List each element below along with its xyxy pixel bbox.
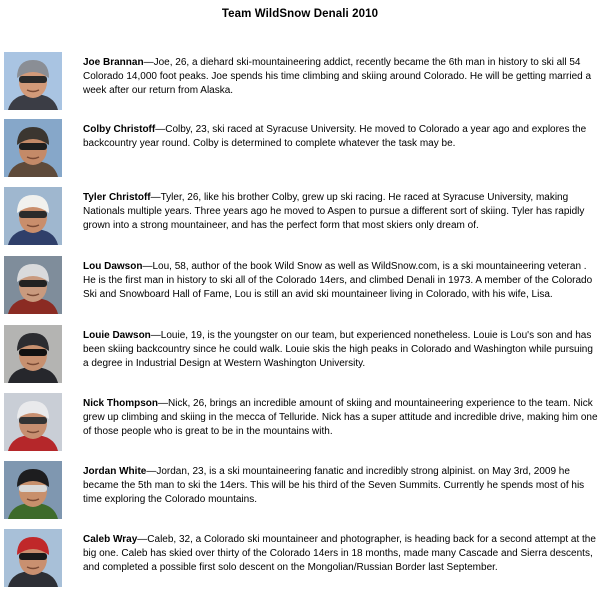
team-member (4, 529, 596, 589)
member-bio (83, 465, 598, 507)
goggles-icon (19, 349, 47, 356)
member-bio (83, 123, 598, 151)
member-bio (83, 56, 598, 98)
member-name: Colby Christoff (83, 124, 156, 135)
member-photo (4, 325, 62, 383)
member-photo (4, 52, 62, 110)
member-bio (83, 533, 598, 575)
member-bio-text: —Louie, 19, is the youngster on our team, but experienced nonetheless. Louie is Lou's son and has been skiing backcountry since he could walk. Louie skis the high peaks in Colorado and Washington while pursuing a degree in Industrial Design at Western Washington University. (83, 330, 593, 369)
team-member (4, 461, 596, 521)
member-name: Lou Dawson (83, 261, 143, 272)
goggles-icon (19, 553, 47, 560)
portrait-image (4, 119, 62, 177)
portrait-image (4, 461, 62, 519)
member-name: Nick Thompson (83, 398, 159, 409)
goggles-icon (19, 280, 47, 287)
member-photo (4, 119, 62, 177)
member-name: Jordan White (83, 466, 147, 477)
member-bio-text: —Jordan, 23, is a ski mountaineering fanatic and incredibly strong alpinist. on May 3rd, 2009 he became the 5th man to ski the 14ers. This will be his third of the Seven Summits. Currently he spends most of his time exploring the Colorado mountains. (83, 466, 585, 505)
team-member (4, 393, 596, 453)
member-name: Tyler Christoff (83, 192, 151, 203)
member-photo (4, 529, 62, 587)
member-photo (4, 461, 62, 519)
goggles-icon (19, 143, 47, 150)
member-name: Louie Dawson (83, 330, 151, 341)
team-member (4, 187, 596, 247)
member-bio (83, 191, 598, 233)
page-title: Team WildSnow Denali 2010 (221, 8, 379, 20)
member-name: Caleb Wray (83, 534, 138, 545)
member-name: Joe Brannan (83, 57, 144, 68)
member-photo (4, 187, 62, 245)
portrait-image (4, 187, 62, 245)
team-member (4, 52, 596, 112)
portrait-image (4, 393, 62, 451)
team-member (4, 325, 596, 385)
member-bio-text: —Joe, 26, a diehard ski-mountaineering addict, recently became the 6th man in history to ski all 54 Colorado 14,000 foot peaks. Joe spends his time climbing and skiing around Colorado. He will be getting married a week after our return from Alaska. (83, 57, 592, 96)
member-bio (83, 329, 598, 371)
member-bio-text: —Lou, 58, author of the book Wild Snow as well as WildSnow.com, is a ski mountaineering veteran . He is the first man in history to ski all of the Colorado 14ers, and climbed Denali in 1973. A member of the Colorado Ski and Snowboard Hall of Fame, Lou is still an avid ski mountaineer living in Colorado, with his wife, Lisa. (83, 261, 593, 300)
portrait-image (4, 325, 62, 383)
goggles-icon (19, 211, 47, 218)
goggles-icon (19, 76, 47, 83)
portrait-image (4, 52, 62, 110)
member-bio (83, 260, 598, 302)
member-bio-text: —Caleb, 32, a Colorado ski mountaineer and photographer, is heading back for a second attempt at the big one. Caleb has skied over thirty of the Colorado 14ers in 18 months, made many Cascade and Sierra descents, and completed a possible first solo descent on the Mongolian/Russian Border last September. (83, 534, 596, 573)
portrait-image (4, 529, 62, 587)
member-bio (83, 397, 598, 439)
team-member (4, 119, 596, 179)
member-bio-text: —Nick, 26, brings an incredible amount of skiing and mountaineering experience to the team. Nick grew up climbing and skiing in the mecca of Telluride. Nick has a super attitude and incredible drive, making him one of those people who is great to be in the mountains with. (83, 398, 598, 437)
portrait-image (4, 256, 62, 314)
team-member (4, 256, 596, 316)
member-photo (4, 256, 62, 314)
goggles-icon (19, 417, 47, 424)
member-bio-text: —Tyler, 26, like his brother Colby, grew up ski racing. He raced at Syracuse University, making Nationals multiple years. Three years ago he moved to Aspen to pursue a different sort of skiing. Tyler has rapidly grown into a strong mountaineer, and has the perfect form that most skiers only dream of. (83, 192, 585, 231)
member-photo (4, 393, 62, 451)
member-bio-text: —Colby, 23, ski raced at Syracuse University. He moved to Colorado a year ago and explores the backcountry year round. Colby is determined to complete whatever the task may be. (83, 124, 587, 149)
goggles-icon (19, 485, 47, 492)
